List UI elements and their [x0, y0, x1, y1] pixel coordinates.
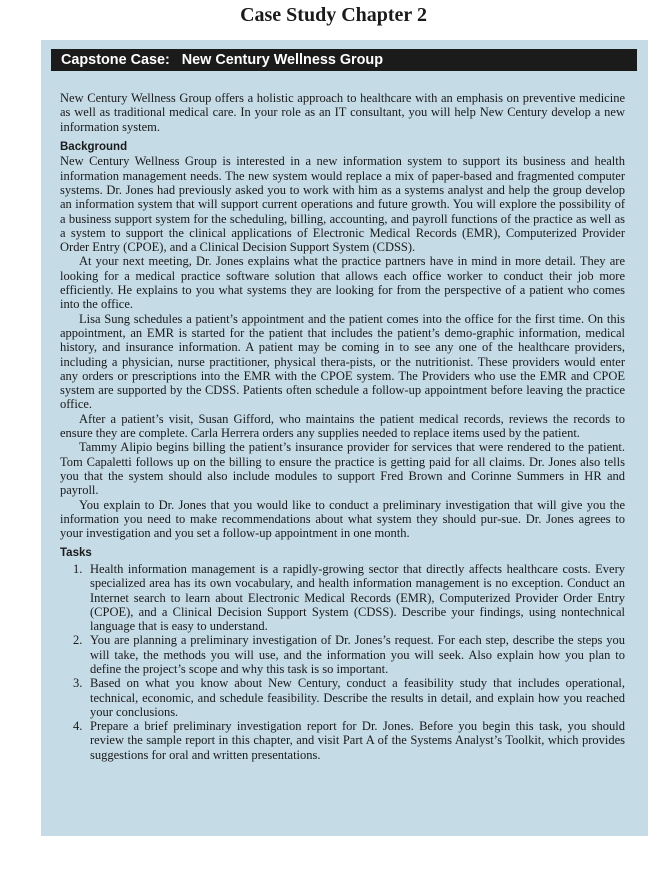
task-number: 2.: [73, 633, 83, 648]
background-paragraph: After a patient’s visit, Susan Gifford, who maintains the patient medical records, reviews the records to ensure they are complete. Carla Herrera orders any supplies needed to replace items used by the patient.: [60, 411, 625, 441]
intro-paragraph: New Century Wellness Group offers a holistic approach to healthcare with an emphasis on preventive medicine as well as traditional medical care. In your role as an IT consultant, you will help New Century develop a new information system.: [60, 91, 625, 134]
case-content: [60, 91, 625, 762]
task-item: [60, 719, 625, 762]
background-paragraph: You explain to Dr. Jones that you would like to conduct a preliminary investigation that will give you the information you need to make recommendations about what system they should pur-sue. Dr. Jones agrees to your investigation and you set a follow-up appointment in one month.: [60, 497, 625, 541]
task-number: 3.: [73, 676, 83, 691]
background-paragraph: At your next meeting, Dr. Jones explains what the practice partners have in mind in more detail. They are looking for a medical practice software solution that allows each office worker to conduct their job more efficiently. He explains to you what systems they are looking for from the perspective of a patient who comes into the office.: [60, 254, 625, 312]
task-text: Prepare a brief preliminary investigation report for Dr. Jones. Before you begin this task, you should review the sample report in this chapter, and visit Part A of the Systems Analyst’s Toolkit, which provides suggestions for oral and written presentations.: [90, 719, 625, 762]
task-item: [60, 562, 625, 633]
task-text: Based on what you know about New Century, conduct a feasibility study that includes operational, technical, economic, and schedule feasibility. Describe the results in detail, and explain how you reached your conclusions.: [90, 676, 625, 719]
tasks-heading: Tasks: [60, 547, 92, 560]
task-item: [60, 633, 625, 676]
case-study-panel: [41, 40, 648, 836]
task-number: 4.: [73, 719, 83, 734]
background-heading: Background: [60, 140, 128, 153]
task-item: [60, 676, 625, 719]
background-paragraph: Tammy Alipio begins billing the patient’s insurance provider for services that were rendered to the patient. Tom Capaletti follows up on the billing to ensure the practice is getting paid for all claims. Dr. Jones also tells you that the system should also include modules to support Fred Brown and Corinne Summers in HR and payroll.: [60, 440, 625, 498]
task-number: 1.: [73, 561, 83, 576]
task-text: Health information management is a rapidly-growing sector that directly affects healthcare costs. Every specialized area has its own vocabulary, and health information management is no exception. Conduct an Internet search to learn about Electronic Medical Records (EMR), Computerized Provider Order Entry (CPOE), and a Clinical Decision Support System (CDSS). Describe your findings, using nontechnical language that is easy to understand.: [90, 561, 625, 634]
background-paragraph: Lisa Sung schedules a patient’s appointment and the patient comes into the office for the first time. On this appointment, an EMR is started for the patient that includes the patient’s demo-graphic information, medical history, and insurance information. A patient may be coming in to see any one of the healthcare providers, including a physician, nurse practitioner, physical thera-pists, or the nutritionist. These providers would enter any orders or prescriptions into the EMR with the CPOE system. The Providers who use the EMR and CPOE system are supported by the CDSS. Patients often schedule a follow-up appointment before leaving the practice office.: [60, 311, 625, 412]
task-list: [60, 562, 625, 762]
task-text: You are planning a preliminary investigation of Dr. Jones’s request. For each step, describe the steps you will take, the methods you will use, and the information you will seek. Also explain how you plan to define the project’s scope and why this task is so important.: [90, 633, 625, 676]
background-paragraph: New Century Wellness Group is interested in a new information system to support its business and health information management needs. The new system would replace a mix of paper-based and fragmented computer systems. Dr. Jones had previously asked you to work with him as a systems analyst and help the group develop an information system that will support current operations and future growth. You will explore the possibility of a business support system for the scheduling, billing, accounting, and payroll functions of the practice as well as a system to support the clinical applications of Electronic Medical Records (EMR), Computerized Provider Order Entry (CPOE), and a Clinical Decision Support System (CDSS).: [60, 154, 625, 255]
case-header: Capstone Case: New Century Wellness Group: [51, 49, 637, 71]
page-title: Case Study Chapter 2: [240, 4, 427, 26]
